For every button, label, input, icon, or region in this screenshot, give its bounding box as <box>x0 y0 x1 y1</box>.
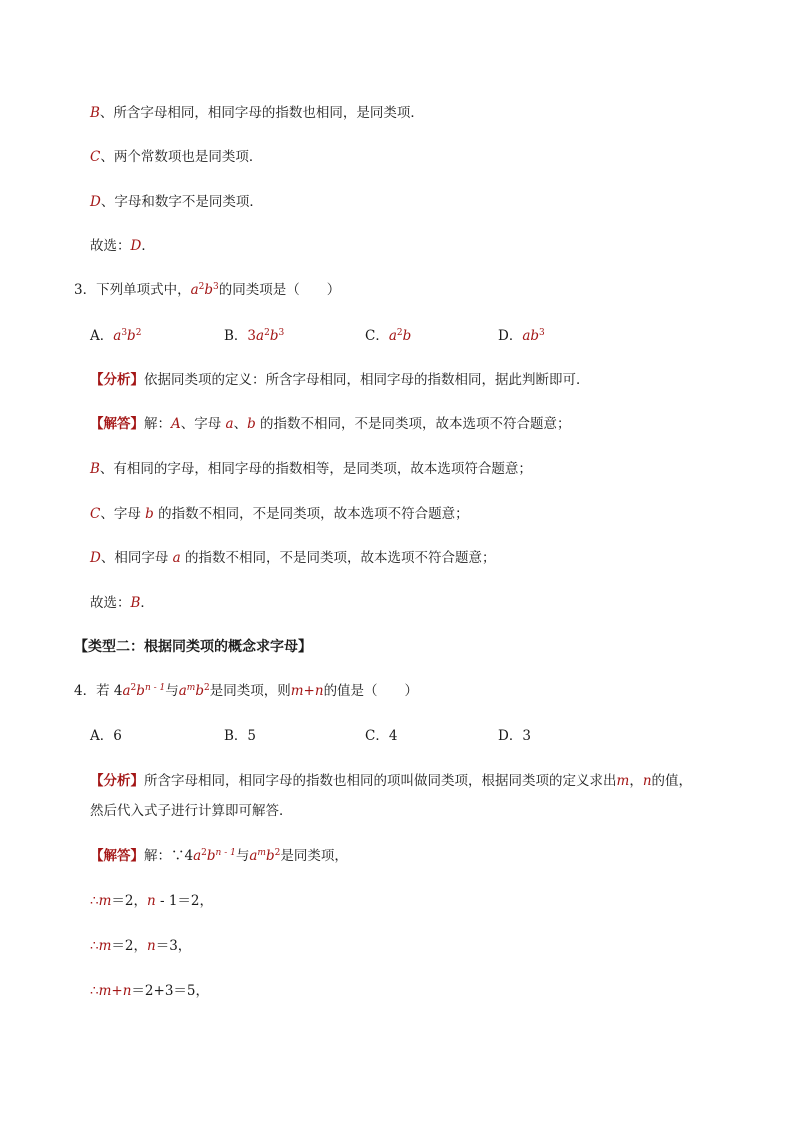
option-label: B． <box>224 328 248 344</box>
q3-analysis <box>90 370 590 390</box>
q4-answer-intro <box>90 846 348 866</box>
math-var: m <box>290 683 304 699</box>
question-suffix: 的同类项是（ ） <box>218 282 341 298</box>
choice-answer: D <box>130 238 142 254</box>
math-var: b <box>136 683 145 699</box>
option-letter: C <box>90 506 101 522</box>
math-var: a <box>122 683 131 699</box>
q4-step-2 <box>90 936 191 956</box>
math-var: n <box>147 893 156 909</box>
option-letter: C <box>90 149 101 165</box>
math-exp: m <box>257 848 266 858</box>
math-var: a <box>113 328 122 344</box>
analysis-text: 依据同类项的定义：所含字母相同，相同字母的指数相同，据此判断即可． <box>144 372 590 388</box>
math-var: ab <box>522 328 540 344</box>
option-label: D． <box>498 328 523 344</box>
line-text: ＝2， <box>111 938 147 954</box>
q3-option-b <box>224 326 284 346</box>
line-text: 、字母 <box>180 416 226 432</box>
question-4-stem <box>74 681 418 701</box>
line-text: 、 <box>233 416 248 432</box>
q3-answer-d <box>90 548 495 568</box>
line-text: 、所含字母相同，相同字母的指数也相同，是同类项． <box>99 105 424 121</box>
section-2-title: 【类型二：根据同类项的概念求字母】 <box>74 639 312 655</box>
math-var: a <box>249 848 258 864</box>
choice-end: ． <box>141 238 155 254</box>
line-text: ， <box>629 773 643 789</box>
q3-answer-a <box>90 414 571 434</box>
line-text: 、有相同的字母，相同字母的指数相等，是同类项，故本选项符合题意； <box>99 461 532 477</box>
math-exp: 2 <box>396 328 403 338</box>
math-var: b <box>145 506 154 522</box>
math-var: a <box>190 282 199 298</box>
math-var: m <box>616 773 630 789</box>
line-text: 、字母 <box>100 506 146 522</box>
prev-answer-d-line <box>90 192 263 212</box>
option-letter: A <box>171 416 181 432</box>
choice-prefix: 故选： <box>90 238 131 254</box>
math-var: b <box>265 848 275 864</box>
answer-tag: 【解答】 <box>90 416 144 432</box>
q4-step-1 <box>90 891 213 911</box>
q4-option-b: B．5 <box>224 728 257 744</box>
math-exp: 2 <box>198 282 205 292</box>
line-text: 、相同字母 <box>100 550 173 566</box>
choice-end: ． <box>140 595 154 611</box>
line-text: 与 <box>235 848 250 864</box>
math-var: n <box>147 938 156 954</box>
question-number: 4．若 4 <box>74 683 123 699</box>
math-var: a <box>256 328 265 344</box>
choice-prefix: 故选： <box>90 595 131 611</box>
math-exp: 3 <box>213 282 219 292</box>
math-var: b <box>247 416 256 432</box>
math-var: b <box>195 683 204 699</box>
choice-answer: B <box>130 595 141 611</box>
analysis-tag: 【分析】 <box>90 773 144 789</box>
line-text: ＝3， <box>155 938 192 954</box>
option-letter: B <box>90 105 100 121</box>
q4-analysis-line1 <box>90 771 692 791</box>
therefore-symbol: ∴ <box>90 983 99 999</box>
analysis-text: 的值， <box>651 773 693 789</box>
math-exp: 3 <box>539 328 545 338</box>
line-text: 与 <box>165 683 179 699</box>
q4-step-3 <box>90 981 209 1001</box>
answer-intro: 解： <box>144 416 171 432</box>
q3-option-c <box>365 326 411 346</box>
option-label: C． <box>365 328 389 344</box>
answer-tag: 【解答】 <box>90 848 144 864</box>
line-text: ＝2+3＝5， <box>131 983 210 999</box>
math-var: a <box>172 550 181 566</box>
math-exp: 3 <box>121 328 128 338</box>
math-var: n <box>122 983 132 999</box>
math-op: + <box>303 683 315 699</box>
therefore-symbol: ∴ <box>90 938 99 954</box>
answer-intro: 解：∵4 <box>144 848 194 864</box>
math-var: a <box>225 416 234 432</box>
math-var: n <box>314 683 324 699</box>
math-exp: 3 <box>278 328 285 338</box>
math-var: m <box>98 893 112 909</box>
q3-answer-b <box>90 459 532 479</box>
line-text: 、字母和数字不是同类项． <box>100 194 263 210</box>
q3-choice <box>90 593 154 613</box>
math-op: + <box>111 983 123 999</box>
math-var: b <box>206 848 216 864</box>
prev-answer-c-line <box>90 147 262 167</box>
math-var: a <box>193 848 202 864</box>
line-text: ＝2， <box>111 893 147 909</box>
math-var: a <box>388 328 397 344</box>
option-letter: B <box>90 461 100 477</box>
math-var: m <box>98 983 112 999</box>
analysis-tag: 【分析】 <box>90 372 144 388</box>
q4-option-d: D．3 <box>498 728 531 744</box>
prev-answer-b-line <box>90 103 424 123</box>
option-letter: D <box>90 550 101 566</box>
line-text: 的指数不相同，不是同类项，故本选项不符合题意； <box>180 550 496 566</box>
math-var: b <box>269 328 279 344</box>
line-text: 、两个常数项也是同类项． <box>100 149 263 165</box>
line-text: 的指数不相同，不是同类项，故本选项不符合题意； <box>153 506 469 522</box>
question-suffix: 的值是（ ） <box>323 683 419 699</box>
math-coef: 3 <box>247 328 257 344</box>
line-text: 是同类项， <box>280 848 348 864</box>
prev-choice-line <box>90 236 155 256</box>
option-letter: D <box>90 194 101 210</box>
question-number: 3．下列单项式中， <box>74 282 191 298</box>
math-exp: 2 <box>201 848 207 858</box>
math-exp: 2 <box>130 683 137 693</box>
math-exp: 2 <box>274 848 281 858</box>
therefore-symbol: ∴ <box>90 893 99 909</box>
q3-option-d <box>498 326 545 346</box>
math-var: b <box>204 282 214 298</box>
math-var: n <box>642 773 652 789</box>
math-exp: 2 <box>135 328 142 338</box>
q4-analysis-line2: 然后代入式子进行计算即可解答． <box>90 803 293 819</box>
line-text: - 1＝2， <box>155 893 214 909</box>
option-label: A． <box>90 328 114 344</box>
math-exp: 2 <box>264 328 270 338</box>
math-var: a <box>178 683 187 699</box>
math-exp: 2 <box>204 683 210 693</box>
line-text: 是同类项，则 <box>209 683 291 699</box>
line-text: 的指数不相同，不是同类项，故本选项不符合题意； <box>255 416 571 432</box>
q4-option-a: A．6 <box>90 728 122 744</box>
math-exp: n - 1 <box>215 848 236 858</box>
q3-answer-c <box>90 504 469 524</box>
math-var: m <box>98 938 112 954</box>
math-var: b <box>402 328 412 344</box>
math-exp: n - 1 <box>144 683 166 693</box>
math-exp: m <box>186 683 196 693</box>
q3-option-a <box>90 326 141 346</box>
analysis-text: 所含字母相同，相同字母的指数也相同的项叫做同类项，根据同类项的定义求出 <box>144 773 617 789</box>
question-3-stem <box>74 280 340 300</box>
q4-option-c: C．4 <box>365 728 398 744</box>
math-var: b <box>127 328 136 344</box>
